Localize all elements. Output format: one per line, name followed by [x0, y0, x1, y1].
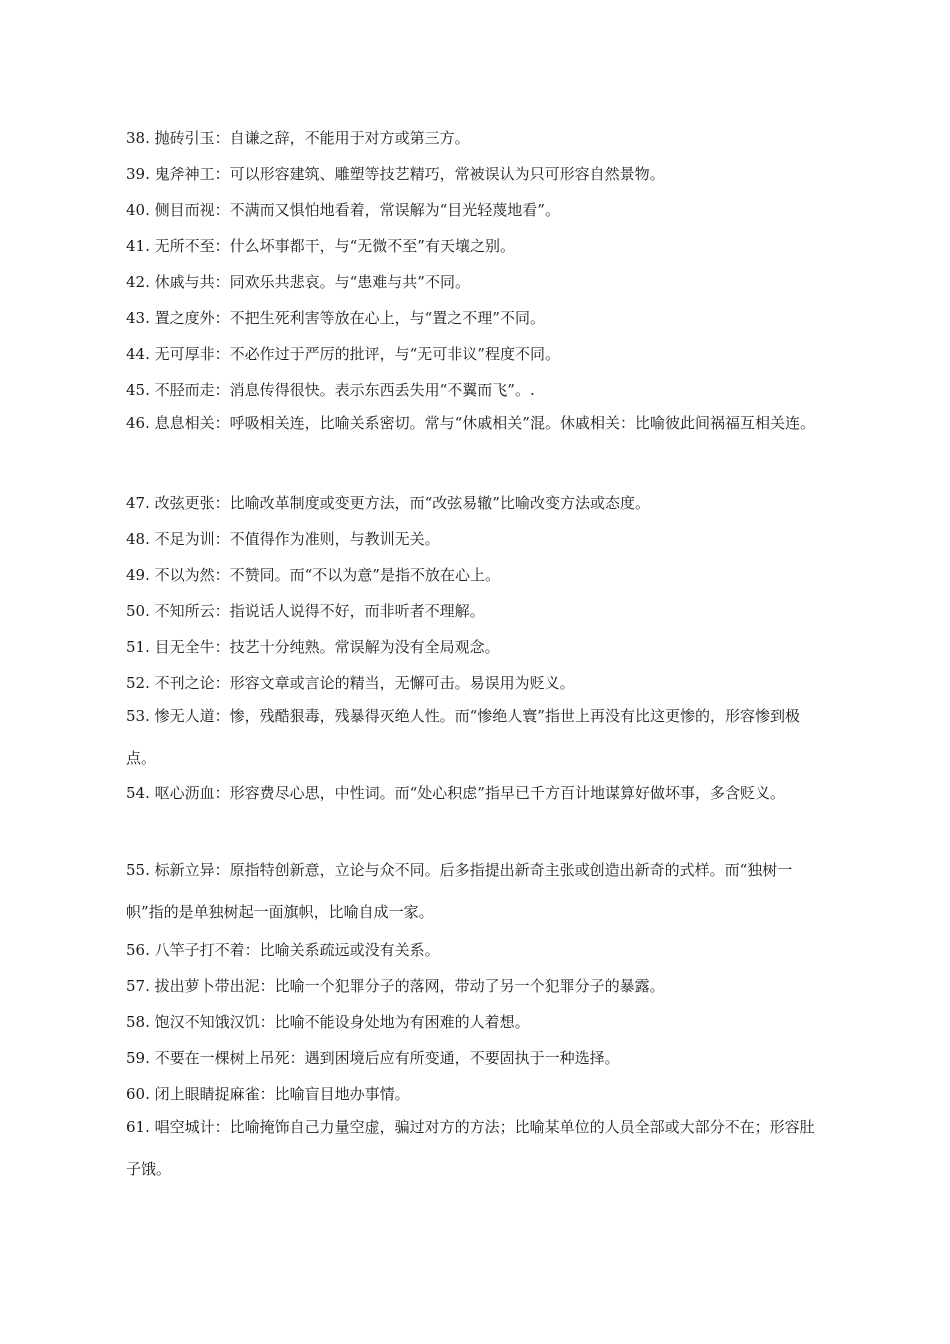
idiom-entry-59: 59. 不要在一棵树上吊死：遇到困境后应有所变通，不要固执于一种选择。	[126, 1049, 620, 1067]
idiom-entry-46: 46. 息息相关：呼吸相关连，比喻关系密切。常与“休戚相关”混。休戚相关：比喻彼此间祸福互相关连。	[126, 414, 815, 432]
idiom-entry-44: 44. 无可厚非：不必作过于严厉的批评，与“无可非议”程度不同。	[126, 345, 560, 363]
idiom-entry-39: 39. 鬼斧神工：可以形容建筑、雕塑等技艺精巧，常被误认为只可形容自然景物。	[126, 165, 665, 183]
idiom-entry-51: 51. 目无全牛：技艺十分纯熟。常误解为没有全局观念。	[126, 638, 500, 656]
idiom-entry-53: 53. 惨无人道：惨，残酷狠毒，残暴得灭绝人性。而“惨绝人寰”指世上再没有比这更惨的，形容惨到极点。	[126, 707, 800, 767]
idiom-entry-47: 47. 改弦更张：比喻改革制度或变更方法，而“改弦易辙”比喻改变方法或态度。	[126, 494, 650, 512]
idiom-entry-57: 57. 拔出萝卜带出泥：比喻一个犯罪分子的落网，带动了另一个犯罪分子的暴露。	[126, 977, 665, 995]
idiom-entry-45: 45. 不胫而走：消息传得很快。表示东西丢失用“不翼而飞”。.	[126, 381, 535, 399]
idiom-entry-60: 60. 闭上眼睛捉麻雀：比喻盲目地办事情。	[126, 1085, 410, 1103]
idiom-entry-38: 38. 抛砖引玉：自谦之辞，不能用于对方或第三方。	[126, 129, 470, 147]
idiom-entry-49: 49. 不以为然：不赞同。而“不以为意”是指不放在心上。	[126, 566, 500, 584]
idiom-entry-54: 54. 呕心沥血：形容费尽心思，中性词。而“处心积虑”指早已千方百计地谋算好做坏事，多含贬义。	[126, 784, 785, 802]
idiom-entry-48: 48. 不足为训：不值得作为准则，与教训无关。	[126, 530, 440, 548]
idiom-entry-61: 61. 唱空城计：比喻掩饰自己力量空虚，骗过对方的方法；比喻某单位的人员全部或大部分不在；形容肚子饿。	[126, 1118, 815, 1178]
idiom-entry-55: 55. 标新立异：原指特创新意，立论与众不同。后多指提出新奇主张或创造出新奇的式样。而“独树一帜”指的是单独树起一面旗帜，比喻自成一家。	[126, 861, 793, 921]
idiom-entry-58: 58. 饱汉不知饿汉饥：比喻不能设身处地为有困难的人着想。	[126, 1013, 530, 1031]
idiom-entry-52: 52. 不刊之论：形容文章或言论的精当，无懈可击。易误用为贬义。	[126, 674, 575, 692]
idiom-entry-41: 41. 无所不至：什么坏事都干，与“无微不至”有天壤之别。	[126, 237, 515, 255]
idiom-entry-40: 40. 侧目而视：不满而又惧怕地看着，常误解为“目光轻蔑地看”。	[126, 201, 560, 219]
idiom-entry-56: 56. 八竿子打不着：比喻关系疏远或没有关系。	[126, 941, 440, 959]
idiom-entry-42: 42. 休戚与共：同欢乐共悲哀。与“患难与共”不同。	[126, 273, 470, 291]
idiom-entry-50: 50. 不知所云：指说话人说得不好，而非听者不理解。	[126, 602, 485, 620]
idiom-entry-43: 43. 置之度外：不把生死利害等放在心上，与“置之不理”不同。	[126, 309, 545, 327]
